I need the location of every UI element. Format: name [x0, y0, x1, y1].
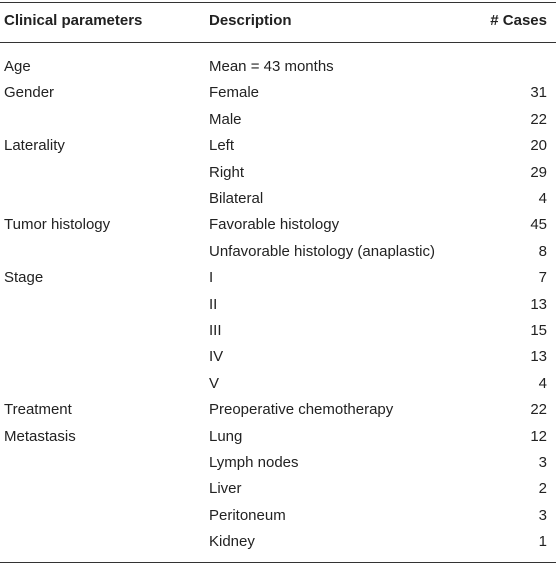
bottom-rule — [0, 562, 556, 563]
cell-cases: 12 — [530, 427, 547, 445]
cell-parameter: Laterality — [4, 137, 65, 155]
cell-parameter: Tumor histology — [4, 216, 111, 234]
cell-description: III — [209, 322, 222, 339]
table-row — [0, 54, 556, 80]
cell-cases: 3 — [538, 454, 547, 471]
cell-cases: 22 — [530, 401, 547, 419]
table-row — [0, 397, 556, 423]
table-row — [0, 239, 556, 265]
cell-description: Mean = 43 months — [209, 58, 334, 75]
cell-parameter: Metastasis — [4, 427, 76, 445]
cell-cases: 8 — [538, 242, 547, 260]
cell-description: Liver — [209, 480, 242, 498]
table-row — [0, 107, 556, 133]
table-row — [0, 160, 556, 186]
table-row — [0, 186, 556, 212]
header-rule — [0, 42, 556, 43]
cell-cases: 4 — [538, 374, 547, 392]
cell-description: Lung — [209, 427, 243, 445]
cell-parameter: Treatment — [4, 401, 72, 419]
table-row — [0, 212, 556, 238]
table-row — [0, 265, 556, 291]
cell-description: II — [209, 295, 218, 313]
table-row — [0, 292, 556, 318]
cell-cases: 3 — [538, 506, 547, 524]
cell-cases: 29 — [530, 163, 547, 181]
header-description: Description — [209, 12, 292, 29]
cell-parameter: Gender — [4, 84, 55, 102]
cell-description: V — [209, 374, 220, 392]
cell-cases: 2 — [538, 480, 547, 498]
cell-description: IV — [209, 348, 224, 366]
cell-description: Peritoneum — [209, 506, 286, 524]
cell-description: I — [209, 269, 214, 287]
cell-cases: 1 — [538, 533, 547, 551]
cell-cases: 13 — [530, 348, 547, 366]
table-row — [0, 133, 556, 159]
cell-description: Female — [209, 84, 260, 102]
cell-cases: 22 — [530, 110, 547, 128]
cell-cases: 45 — [530, 216, 547, 234]
cell-cases: 13 — [530, 295, 547, 313]
table-row — [0, 424, 556, 450]
cell-description: Preoperative chemotherapy — [209, 401, 394, 419]
table-row — [0, 371, 556, 397]
cell-cases: 15 — [530, 322, 547, 339]
cell-description: Right — [209, 163, 245, 181]
cell-description: Male — [209, 110, 242, 128]
table-row — [0, 450, 556, 476]
cell-description: Favorable histology — [209, 216, 340, 234]
header-clinical-parameters: Clinical parameters — [4, 12, 143, 29]
table-row — [0, 529, 556, 555]
cell-description: Lymph nodes — [209, 454, 299, 471]
table-row — [0, 476, 556, 502]
table-row — [0, 344, 556, 370]
table-row — [0, 503, 556, 529]
cell-parameter: Stage — [4, 269, 44, 287]
cell-description: Unfavorable histology (anaplastic) — [209, 242, 435, 260]
table-row — [0, 318, 556, 344]
top-rule — [0, 2, 556, 3]
cell-description: Kidney — [209, 533, 255, 551]
cell-description: Left — [209, 137, 235, 155]
table-row — [0, 80, 556, 106]
cell-cases: 4 — [538, 190, 547, 207]
header-cases: # Cases — [490, 12, 547, 29]
cell-parameter: Age — [4, 58, 31, 75]
cell-cases: 20 — [530, 137, 547, 155]
cell-cases: 7 — [538, 269, 547, 287]
cell-description: Bilateral — [209, 190, 264, 207]
cell-cases: 31 — [530, 84, 547, 102]
